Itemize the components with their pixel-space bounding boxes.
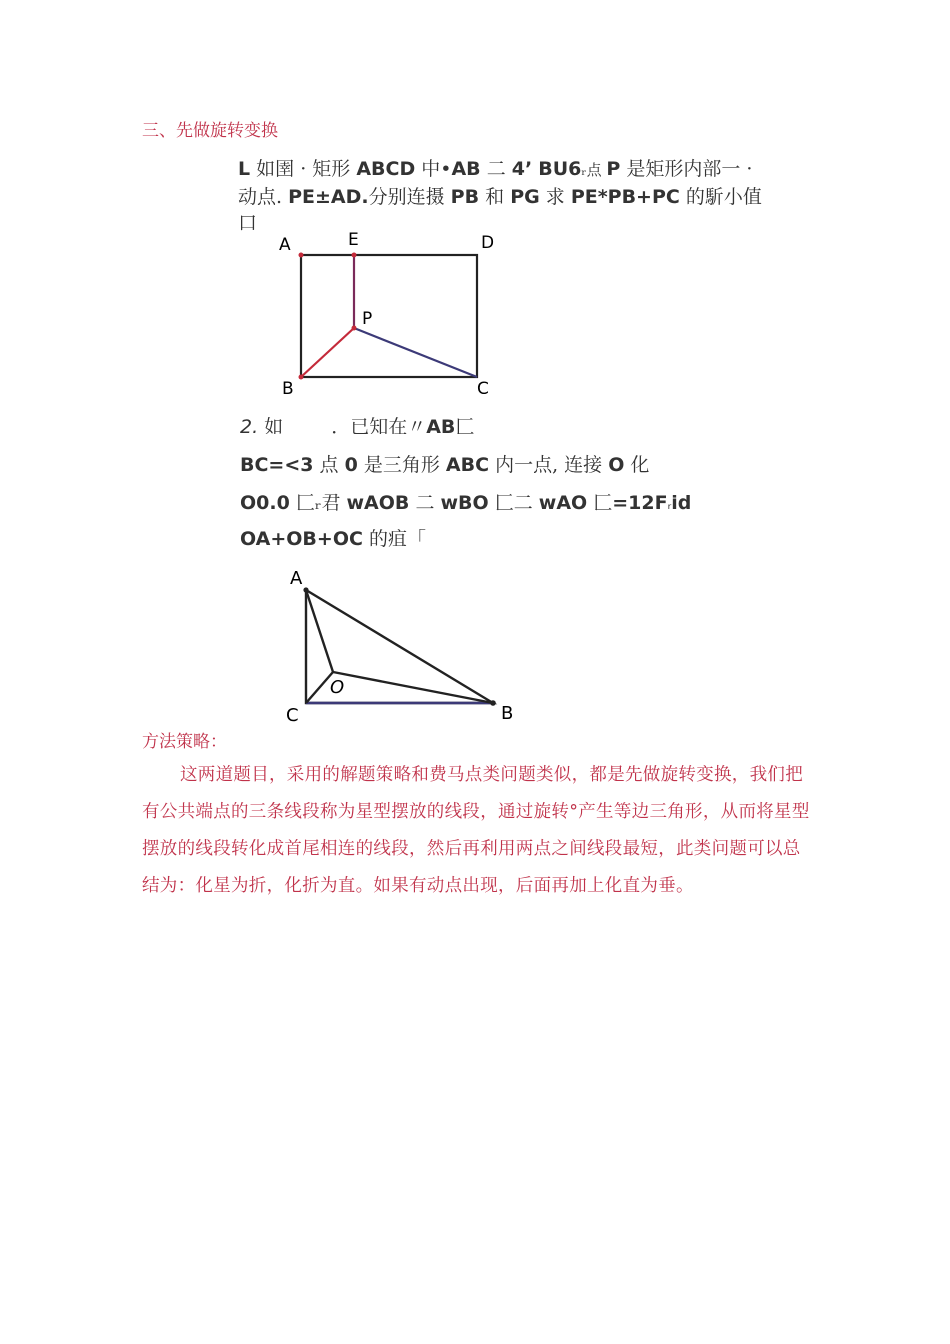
segment-pc [354, 328, 477, 377]
problem2-line3: O0.0 匚ᵣ君 wAOB 二 wBO 匚二 wAO 匚=12Fᵣid [240, 492, 692, 514]
segment-oa [306, 590, 333, 672]
point-p-dot [352, 326, 357, 331]
label-p: P [362, 309, 373, 329]
point-e-dot [352, 253, 357, 258]
problem1-line2: 动点. PE±AD.分别连摄 PB 和 PG 求 PE*PB+PC 的馸小值 [238, 186, 762, 208]
rectangle-abcd [301, 255, 477, 377]
strategy-paragraph: 这两道题目，采用的解题策略和费马点类问题类似，都是先做旋转变换，我们把有公共端点的三条线段称为星型摆放的线段，通过旋转°产生等边三角形，从而将星型摆放的线段转化成首尾相连的线段，然后再利用两点之间线段最短，此类问题可以总结为：化星为折，化折为直。如果有动点出现，后面再加上化直为垂。 [142, 765, 810, 896]
segment-pb [301, 328, 354, 377]
strategy-title: 方法策略： [142, 732, 227, 752]
label-b: B [282, 379, 294, 399]
problem2-line2: BC=<3 点 0 是三角形 ABC 内一点, 连接 O 化 [240, 454, 650, 476]
section-heading: 三、先做旋转变换 [142, 121, 278, 141]
problem1-line1: L 如圉 · 矩形 ABCD 中•AB 二 4’ BU6ᵣ点 P 是矩形内部一 · [238, 158, 753, 180]
segment-oc [306, 672, 333, 703]
rectangle-figure [270, 226, 510, 402]
label-e: E [348, 230, 359, 250]
triangle-figure [280, 560, 530, 728]
label-a: A [279, 235, 291, 255]
point-a-dot [303, 587, 308, 592]
point-b-dot [490, 700, 496, 706]
point-a-dot [299, 253, 304, 258]
label-d: D [481, 233, 495, 253]
label-a: A [290, 568, 303, 589]
problem2-line1: 2. 如 ．已知在〃AB匚 [240, 416, 475, 434]
label-o: O [330, 677, 345, 698]
label-c: C [286, 705, 299, 726]
label-b: B [501, 703, 514, 724]
label-c: C [477, 379, 489, 399]
point-b-dot [299, 375, 304, 380]
problem1-line3: 口 [238, 212, 258, 234]
problem2-line4: OA+OB+OC 的疽「 [240, 528, 426, 550]
